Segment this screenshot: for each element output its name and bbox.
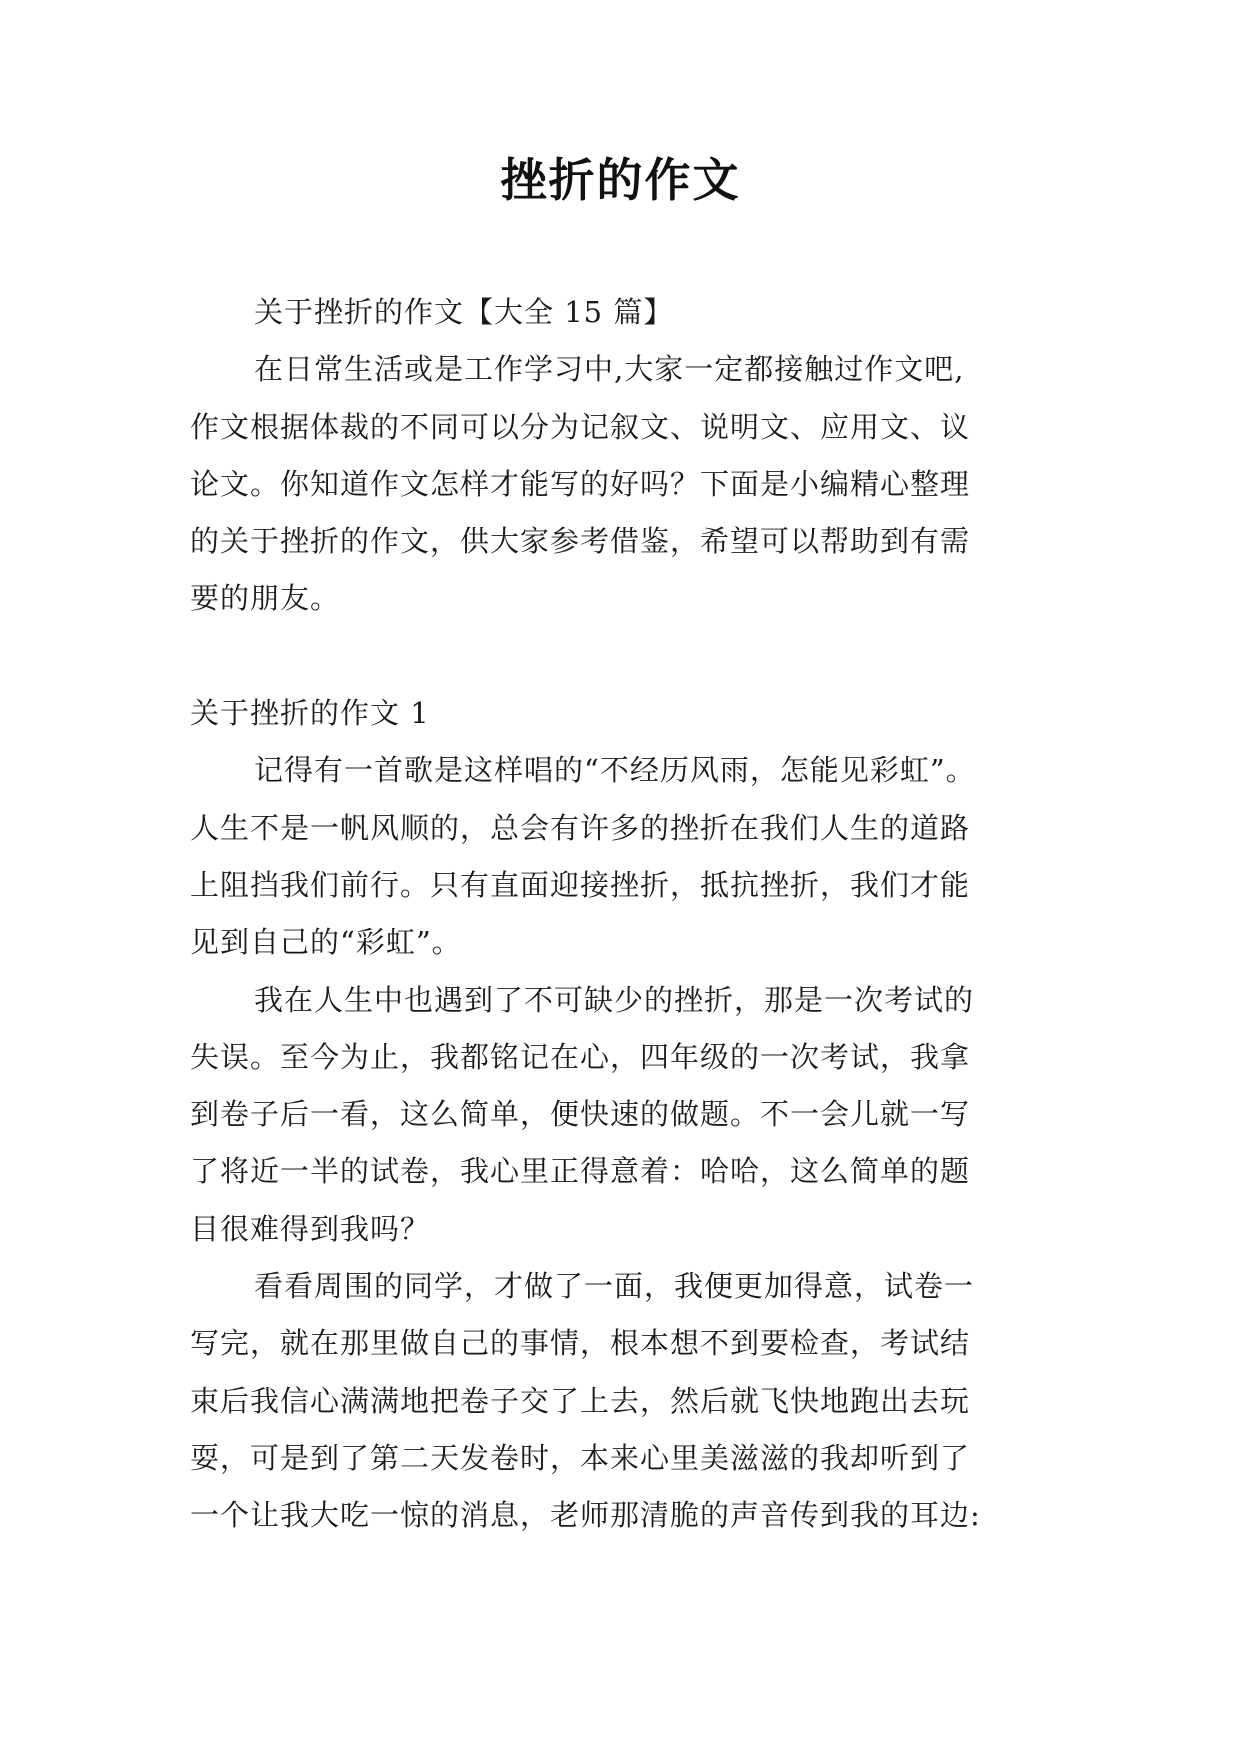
- text-line: 一个让我大吃一惊的消息，老师那清脆的声音传到我的耳边:: [190, 1498, 981, 1533]
- text-line: 耍，可是到了第二天发卷时，本来心里美滋滋的我却听到了: [190, 1440, 971, 1475]
- paragraph-2: [190, 972, 1050, 1258]
- document-title: 挫折的作文: [500, 153, 741, 207]
- paragraph-3: [190, 1258, 1050, 1544]
- text-line: 记得有一首歌是这样唱的“不经历风雨，怎能见彩虹”。: [254, 753, 976, 788]
- document-body: [190, 284, 1050, 1545]
- text-line: 在日常生活或是工作学习中,大家一定都接触过作文吧,: [254, 352, 965, 387]
- text-line: 见到自己的“彩虹”。: [190, 925, 462, 960]
- text-line: 人生不是一帆风顺的，总会有许多的挫折在我们人生的道路: [190, 810, 971, 845]
- text-line: 关于挫折的作文【大全 15 篇】: [254, 295, 674, 329]
- text-line: 要的朋友。: [190, 581, 341, 616]
- intro-paragraph: [190, 284, 1050, 628]
- paragraph-1: [190, 742, 1050, 971]
- text-line: 上阻挡我们前行。只有直面迎接挫折，抵抗挫折，我们才能: [190, 867, 971, 902]
- text-line: 看看周围的同学，才做了一面，我便更加得意，试卷一: [254, 1269, 975, 1304]
- text-line: 作文根据体裁的不同可以分为记叙文、说明文、应用文、议: [190, 409, 971, 444]
- text-line: 了将近一半的试卷，我心里正得意着：哈哈，这么简单的题: [190, 1154, 971, 1189]
- text-line: 失误。至今为止，我都铭记在心，四年级的一次考试，我拿: [190, 1039, 971, 1074]
- text-line: 论文。你知道作文怎样才能写的好吗？下面是小编精心整理: [190, 466, 971, 501]
- text-line: 我在人生中也遇到了不可缺少的挫折，那是一次考试的: [254, 982, 975, 1017]
- text-line: 写完，就在那里做自己的事情，根本想不到要检查，考试结: [190, 1326, 971, 1361]
- section-heading: 关于挫折的作文 1: [190, 696, 430, 731]
- text-line: 到卷子后一看，这么简单，便快速的做题。不一会儿就一写: [190, 1097, 971, 1132]
- text-line: 的关于挫折的作文，供大家参考借鉴，希望可以帮助到有需: [190, 524, 971, 559]
- text-line: 目很难得到我吗？: [190, 1211, 431, 1246]
- paragraph-gap: [190, 628, 1050, 685]
- text-line: 束后我信心满满地把卷子交了上去，然后就飞快地跑出去玩: [190, 1383, 971, 1418]
